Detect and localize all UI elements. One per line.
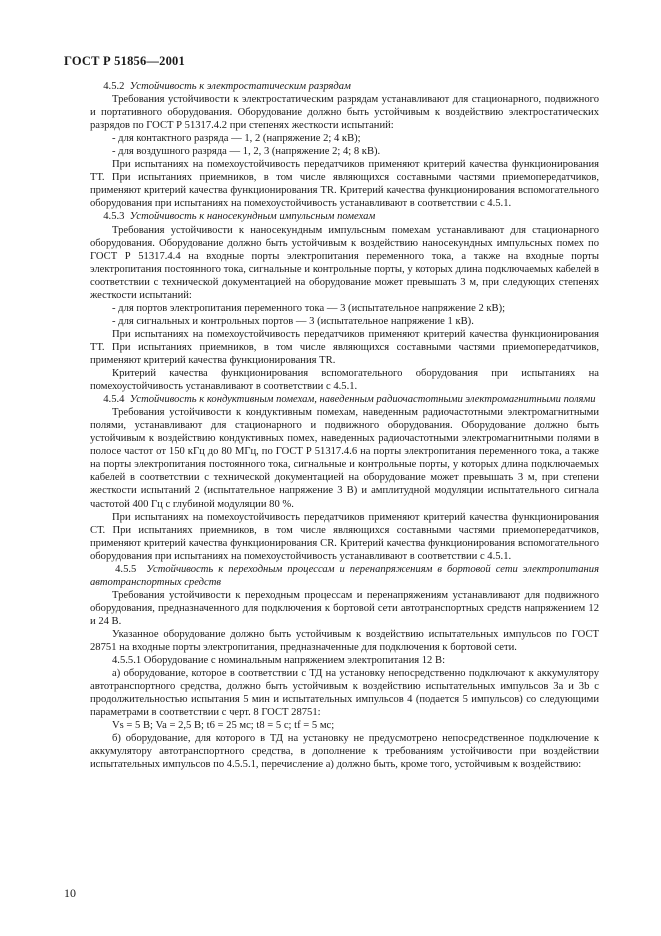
paragraph: Критерий качества функционирования вспомогательного оборудования при испытаниях на помехоустойчивость устанавливают в соответствии с 4.5.1. xyxy=(90,368,599,393)
section-number: 4.5.2 xyxy=(103,81,125,92)
section-heading xyxy=(90,563,599,589)
paragraph: а) оборудование, которое в соответствии с ТД на установку непосредственно подключают к аккумулятору автотранспортного средства, должно быть устойчивым к воздействию испытательных импульсов 3а и 3b с продолжительностью испытания 5 мин и испытательных импульсов 4 (подается 5 импульсов) со следующими параметрами в соответствии с черт. 8 ГОСТ 28751: xyxy=(90,668,599,719)
formula-line: Vs = 5 В; Va = 2,5 В; t6 = 25 мс; t8 = 5 с; tf = 5 мс; xyxy=(112,720,335,732)
paragraph: б) оборудование, для которого в ТД на установку не предусмотрено непосредственное подключение к аккумулятору автотранспортного средства, в дополнение к требованиям устойчивости при воздействии испытательных импульсов по 4.5.5.1, перечисление а) должно быть, кроме того, устойчивым к воздействию: xyxy=(90,733,599,771)
section-title: Устойчивость к электростатическим разрядам xyxy=(129,81,351,92)
page-header: ГОСТ Р 51856—2001 xyxy=(64,54,185,68)
section-title: Устойчивость к кондуктивным помехам, наведенным радиочастотными электромагнитными полями xyxy=(129,394,596,406)
section-heading xyxy=(90,393,599,406)
paragraph: Требования устойчивости к кондуктивным помехам, наведенным радиочастотными электромагнитными полями, устанавливают для стационарного и подвижного оборудования. Оборудование должно быть устойчивым к воздействию кондуктивных помех, наведенных радиочастотными электромагнитными полями в полосе частот от 150 кГц до 80 МГц, по ГОСТ Р 51317.4.6 на порты электропитания переменного тока, а также на порты электропитания постоянного тока, сигнальные и контрольные порты, у которых длина подключаемых кабелей в соответствии с технической документацией на оборудование может превышать 3 м, при степени жесткости испытаний 2 (испытательное напряжение 3 В) и амплитудной модуляции испытательного сигнала частотой 400 Гц с глубиной модуляции 80 %. xyxy=(90,407,599,510)
page-number: 10 xyxy=(64,886,76,900)
section-number: 4.5.5 xyxy=(115,563,137,575)
paragraph: Указанное оборудование должно быть устойчивым к воздействию испытательных импульсов по ГОСТ 28751 на входные порты электропитания, предназначенные для подключения к бортовой сети. xyxy=(90,628,599,654)
section-heading xyxy=(90,210,599,223)
body-text xyxy=(90,80,599,771)
section-title: Устойчивость к наносекундным импульсным помехам xyxy=(129,211,376,223)
section-number: 4.5.4 xyxy=(103,394,125,406)
list-item: - для портов электропитания переменного тока — 3 (испытательное напряжение 2 кВ); xyxy=(112,302,506,314)
paragraph: 4.5.5.1 Оборудование с номинальным напряжением электропитания 12 В: xyxy=(112,655,446,667)
section-number: 4.5.3 xyxy=(103,211,125,223)
paragraph: Требования устойчивости к переходным процессам и перенапряжениям устанавливают для подвижного оборудования, предназначенного для подключения к бортовой сети автотранспортных средств напряжением 12 и 24 В. xyxy=(90,589,599,627)
list-item: - для контактного разряда — 1, 2 (напряжение 2; 4 кВ); xyxy=(112,133,361,145)
paragraph: При испытаниях на помехоустойчивость передатчиков применяют критерий качества функционирования ТТ. При испытаниях приемников, в том числе являющихся составными частями приемопередатчиков, применяют критерий качества функционирования TR. xyxy=(90,328,599,366)
list-item: - для воздушного разряда — 1, 2, 3 (напряжение 2; 4; 8 кВ). xyxy=(112,146,381,158)
paragraph: Требования устойчивости к наносекундным импульсным помехам устанавливают для стационарного оборудования. Оборудование должно быть устойчивым к воздействию наносекундных импульсных помех по ГОСТ Р 51317.4.4 на входные порты электропитания переменного тока, а также на входные порты электропитания постоянного тока, сигнальные и контрольные порты, у которых длина подключаемых кабелей в соответствии с технической документацией на оборудование может превышать 3 м, при следующих степенях жесткости испытаний: xyxy=(90,224,599,301)
list-item: - для сигнальных и контрольных портов — 3 (испытательное напряжение 1 кВ). xyxy=(112,315,474,327)
section-heading xyxy=(90,80,599,93)
paragraph: Требования устойчивости к электростатическим разрядам устанавливают для стационарного, подвижного и портативного оборудования. Оборудование должно быть устойчивым к воздействию электростатических разрядов по ГОСТ Р 51317.4.2 при степенях жесткости испытаний: xyxy=(90,94,599,132)
section-title: Устойчивость к переходным процессам и перенапряжениям в бортовой сети электропитания автотранспортных средств xyxy=(90,563,600,588)
paragraph: При испытаниях на помехоустойчивость передатчиков применяют критерий качества функционирования СТ. При испытаниях приемников, в том числе являющихся составными частями приемопередатчиков, применяют критерий качества функционирования CR. Критерий качества функционирования вспомогательного оборудования при испытаниях на помехоустойчивость устанавливают в соответствии с 4.5.1. xyxy=(90,511,599,562)
paragraph: При испытаниях на помехоустойчивость передатчиков применяют критерий качества функционирования ТТ. При испытаниях приемников, в том числе являющихся составными частями приемопередатчиков, применяют критерий качества функционирования TR. Критерий качества функционирования вспомогательного оборудования при испытаниях на помехоустойчивость устанавливают в соответствии с 4.5.1. xyxy=(90,159,599,210)
